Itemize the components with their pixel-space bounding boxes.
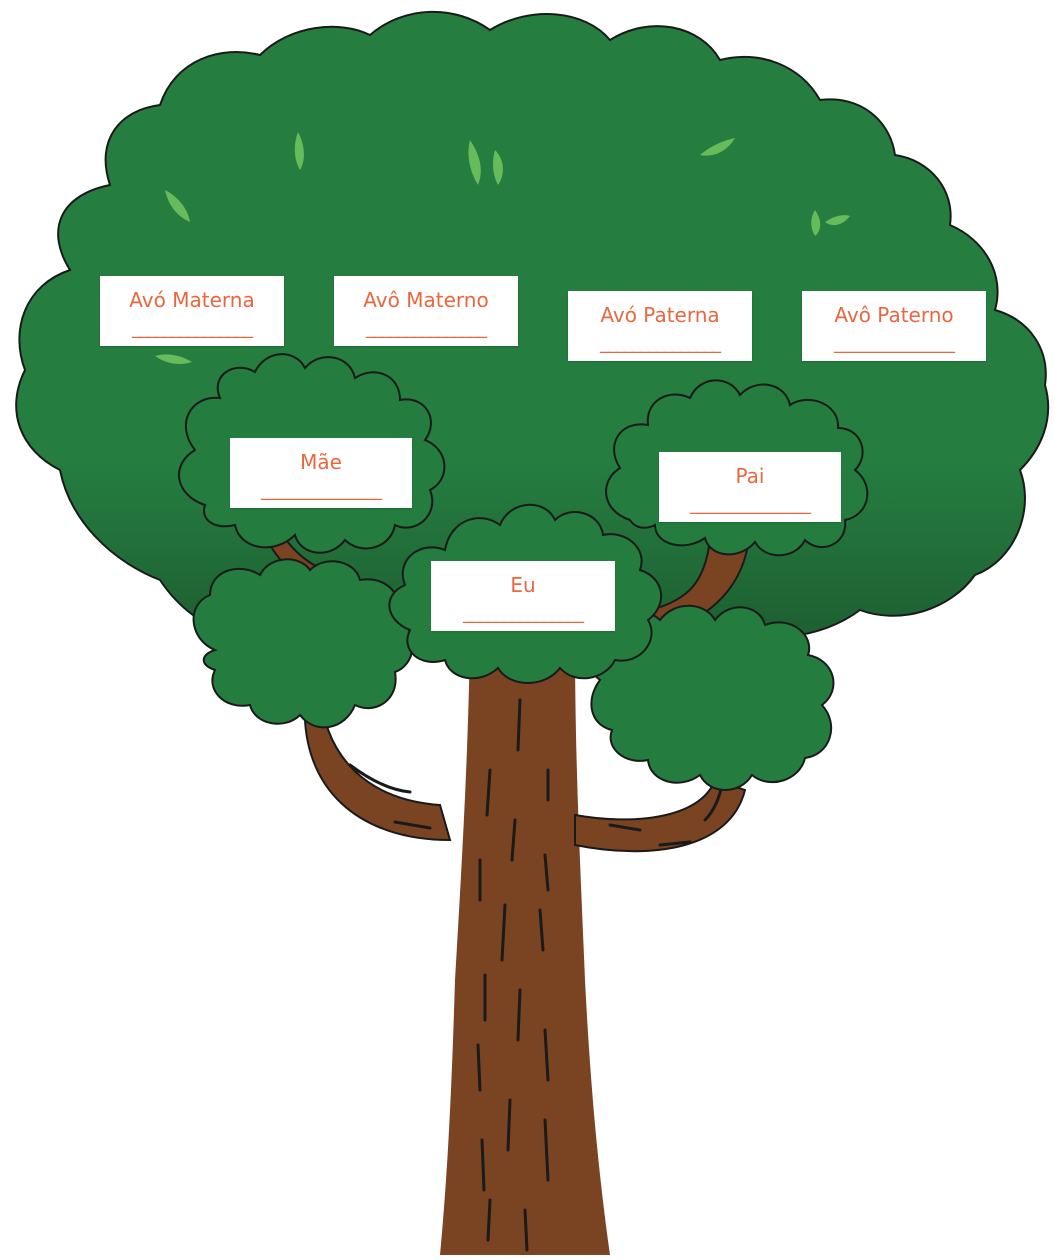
label-avo-paterna: Avó Paterna: [600, 303, 720, 327]
blank-line-avo-paterno: _______________: [834, 335, 954, 353]
card-avo-paterno: [802, 291, 986, 361]
blank-line-mae: _______________: [261, 482, 381, 500]
label-eu: Eu: [510, 573, 536, 597]
card-avo-materna: [100, 276, 284, 346]
blank-line-pai: _______________: [690, 496, 810, 514]
card-mae: [230, 438, 412, 508]
label-avo-paterno: Avô Paterno: [834, 303, 954, 327]
label-avo-materno: Avô Materno: [363, 288, 489, 312]
card-avo-paterna: [568, 291, 752, 361]
blank-line-avo-materno: _______________: [366, 320, 486, 338]
label-pai: Pai: [735, 464, 765, 488]
left-lower-foliage: [194, 559, 413, 727]
card-eu: [431, 561, 615, 631]
card-pai: [659, 452, 841, 522]
label-mae: Mãe: [300, 450, 342, 474]
blank-line-avo-paterna: _______________: [600, 335, 720, 353]
card-avo-materno: [334, 276, 518, 346]
label-avo-materna: Avó Materna: [129, 288, 255, 312]
blank-line-avo-materna: _______________: [132, 320, 252, 338]
blank-line-eu: _______________: [463, 605, 583, 623]
trunk: [440, 640, 610, 1255]
